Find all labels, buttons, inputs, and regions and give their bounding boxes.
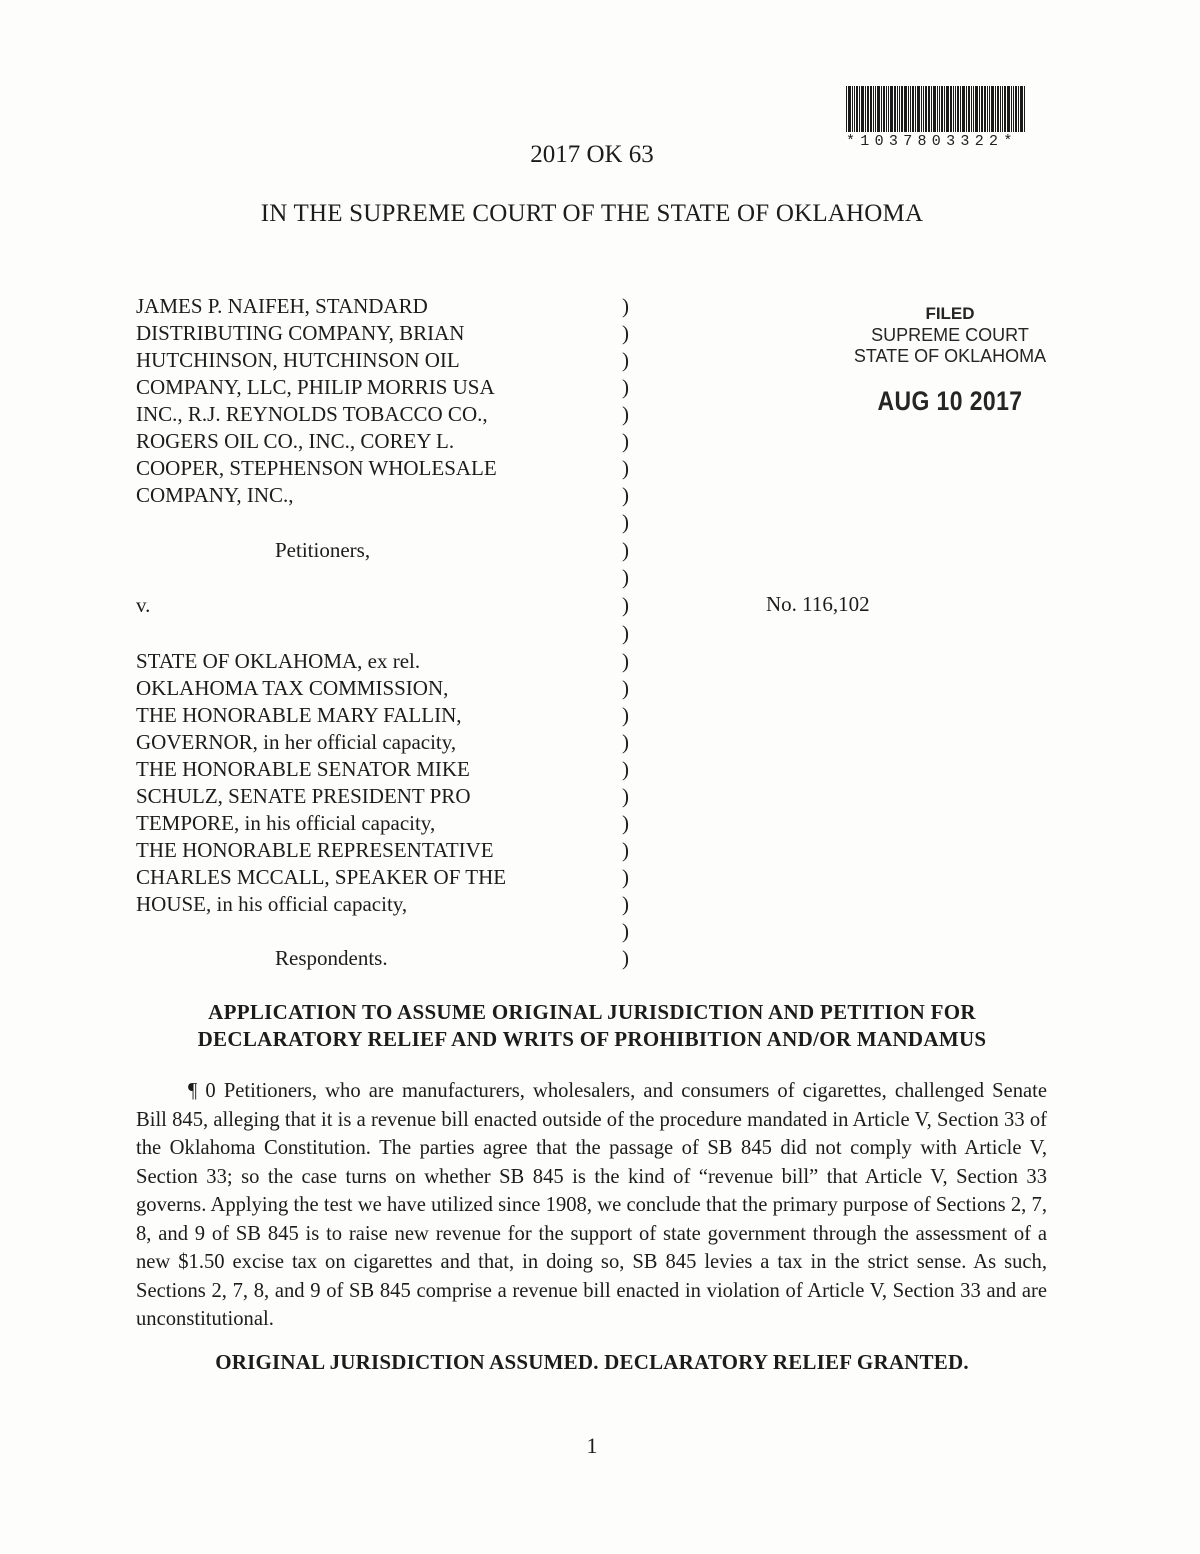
respondent-line: SCHULZ, SENATE PRESIDENT PRO <box>136 784 471 808</box>
barcode-bar <box>910 86 911 132</box>
barcode-bar <box>870 86 872 132</box>
barcode-bar <box>846 86 847 132</box>
disposition: ORIGINAL JURISDICTION ASSUMED. DECLARATORY RELIEF GRANTED. <box>215 1350 969 1374</box>
paren: ) <box>622 919 629 943</box>
barcode-bar <box>865 86 866 132</box>
citation: 2017 OK 63 <box>530 141 654 168</box>
paren: ) <box>622 483 629 507</box>
paren: ) <box>622 676 629 700</box>
barcode-bar <box>939 86 940 132</box>
barcode-bar <box>921 86 922 132</box>
respondent-line: STATE OF OKLAHOMA, ex rel. <box>136 649 421 673</box>
summary-paragraph: ¶ 0 Petitioners, who are manufacturers, wholesalers, and consumers of cigarettes, challenged Senate Bill 845, alleging that it is a revenue bill enacted outside of the procedure mandated in Article V, Section 33 of the Oklahoma Constitution. The parties agree that the passage of SB 845 did not comply with Article V, Section 33; so the case turns on whether SB 845 is the kind of “revenue bill” that Article V, Section 33 governs. Applying the test we have utilized since 1908, we conclude that the primary purpose of Sections 2, 7, 8, and 9 of SB 845 is to raise new revenue for the support of state government through the assessment of a new $1.50 excise tax on cigarettes and that, in doing so, SB 845 levies a tax in the strict sense. As such, Sections 2, 7, 8, and 9 of SB 845 comprise a revenue bill enacted in violation of Article V, Section 33 and are unconstitutional. <box>136 1080 1047 1330</box>
barcode-bar <box>981 86 983 132</box>
respondent-line: THE HONORABLE SENATOR MIKE <box>136 757 470 781</box>
barcode-bar <box>975 86 978 132</box>
barcode-bar <box>886 86 887 132</box>
barcode-bar <box>912 86 914 132</box>
page-number: 1 <box>586 1433 598 1458</box>
barcode-bar <box>962 86 965 132</box>
barcode-bar <box>894 86 896 132</box>
petitioner-line: HUTCHINSON, HUTCHINSON OIL <box>136 348 460 372</box>
respondent-line: CHARLES MCCALL, SPEAKER OF THE <box>136 865 507 889</box>
barcode-bar <box>897 86 898 132</box>
petitioner-line: JAMES P. NAIFEH, STANDARD <box>136 294 428 318</box>
paren: ) <box>622 321 629 345</box>
barcode-bar <box>1004 86 1006 132</box>
paren: ) <box>622 429 629 453</box>
barcode-bar <box>931 86 932 132</box>
barcode-bar <box>901 86 903 132</box>
petitioner-line: COMPANY, INC., <box>136 483 294 507</box>
respondent-line: HOUSE, in his official capacity, <box>136 892 408 916</box>
heading-line-1: APPLICATION TO ASSUME ORIGINAL JURISDICTION AND PETITION FOR <box>208 1000 976 1024</box>
paren: ) <box>622 565 629 589</box>
barcode-bar <box>953 86 954 132</box>
paren: ) <box>622 838 629 862</box>
barcode-bar <box>960 86 961 132</box>
barcode-bar <box>928 86 930 132</box>
paren: ) <box>622 757 629 781</box>
barcode-bar <box>946 86 949 132</box>
petitioner-line: INC., R.J. REYNOLDS TOBACCO CO., <box>136 402 488 426</box>
barcode-bar <box>861 86 864 132</box>
barcode-bar <box>890 86 893 132</box>
barcode-bar <box>856 86 858 132</box>
barcode-bar <box>997 86 999 132</box>
stamp-date: AUG 10 2017 <box>877 386 1023 416</box>
stamp-filed: FILED <box>925 304 975 323</box>
barcode-bar <box>1020 86 1023 132</box>
barcode-bar <box>877 86 880 132</box>
petitioner-line: ROGERS OIL CO., INC., COREY L. <box>136 429 455 453</box>
barcode-text: *1037803322* <box>846 133 1018 150</box>
paren: ) <box>622 294 629 318</box>
barcode-bar <box>925 86 927 132</box>
barcode-bar <box>848 86 851 132</box>
barcode-bar <box>991 86 994 132</box>
paren: ) <box>622 892 629 916</box>
paren: ) <box>622 703 629 727</box>
respondents-label: Respondents. <box>275 946 388 970</box>
paren: ) <box>622 348 629 372</box>
barcode-bar <box>852 86 853 132</box>
barcode-bar <box>873 86 874 132</box>
barcode-bar <box>1013 86 1014 132</box>
paren: ) <box>622 784 629 808</box>
barcode-bar <box>1018 86 1019 132</box>
barcode-bar <box>867 86 869 132</box>
barcode-bar <box>888 86 889 132</box>
barcode-bar <box>854 86 855 132</box>
barcode-bar <box>968 86 970 132</box>
paren: ) <box>622 865 629 889</box>
paren: ) <box>622 456 629 480</box>
barcode-bar <box>995 86 996 132</box>
barcode-bar <box>875 86 876 132</box>
respondent-line: THE HONORABLE REPRESENTATIVE <box>136 838 494 862</box>
barcode-bar <box>1002 86 1003 132</box>
barcode-bar <box>937 86 938 132</box>
barcode-bar <box>979 86 980 132</box>
barcode-bar <box>883 86 885 132</box>
paren: ) <box>622 375 629 399</box>
respondent-line: TEMPORE, in his official capacity, <box>136 811 436 835</box>
stamp-court: SUPREME COURT <box>871 325 1029 345</box>
barcode-bar <box>859 86 860 132</box>
respondent-line: GOVERNOR, in her official capacity, <box>136 730 457 754</box>
barcode-bar <box>984 86 986 132</box>
paren: ) <box>622 946 629 970</box>
stamp-state: STATE OF OKLAHOMA <box>853 346 1047 366</box>
paren: ) <box>622 510 629 534</box>
barcode-bar <box>989 86 990 132</box>
barcode-bar <box>1024 86 1025 132</box>
barcode-bar <box>899 86 900 132</box>
paren: ) <box>622 402 629 426</box>
barcode-bar <box>915 86 916 132</box>
respondent-line: THE HONORABLE MARY FALLIN, <box>136 703 462 727</box>
petitioner-line: COOPER, STEPHENSON WHOLESALE <box>136 456 497 480</box>
barcode-bar <box>1015 86 1017 132</box>
barcode-bar <box>966 86 967 132</box>
barcode-bar <box>955 86 956 132</box>
barcode-bar <box>881 86 882 132</box>
petitioner-line: COMPANY, LLC, PHILIP MORRIS USA <box>136 375 495 399</box>
petitioners-label: Petitioners, <box>275 538 371 562</box>
paren: ) <box>622 649 629 673</box>
paren: ) <box>622 621 629 645</box>
versus: v. <box>136 593 151 617</box>
paren: ) <box>622 593 629 617</box>
respondent-line: OKLAHOMA TAX COMMISSION, <box>136 676 449 700</box>
court-title: IN THE SUPREME COURT OF THE STATE OF OKLAHOMA <box>260 200 924 227</box>
barcode-bar <box>933 86 936 132</box>
case-number: No. 116,102 <box>766 592 870 616</box>
barcode-bar <box>941 86 943 132</box>
barcode-bar <box>971 86 972 132</box>
barcode-bar <box>957 86 959 132</box>
barcode-bar <box>904 86 907 132</box>
barcode-bar <box>1011 86 1012 132</box>
barcode-bar <box>1000 86 1001 132</box>
heading-line-2: DECLARATORY RELIEF AND WRITS OF PROHIBITION AND/OR MANDAMUS <box>197 1027 987 1051</box>
paren: ) <box>622 730 629 754</box>
barcode-bar <box>950 86 952 132</box>
barcode-bar <box>944 86 945 132</box>
barcode-bars <box>846 86 1056 132</box>
barcode-bar <box>908 86 909 132</box>
paren: ) <box>622 538 629 562</box>
barcode-bar <box>973 86 974 132</box>
barcode-bar <box>917 86 920 132</box>
paren: ) <box>622 811 629 835</box>
barcode-bar <box>987 86 988 132</box>
barcode-bar <box>923 86 924 132</box>
petitioner-line: DISTRIBUTING COMPANY, BRIAN <box>136 321 465 345</box>
barcode-bar <box>1007 86 1010 132</box>
